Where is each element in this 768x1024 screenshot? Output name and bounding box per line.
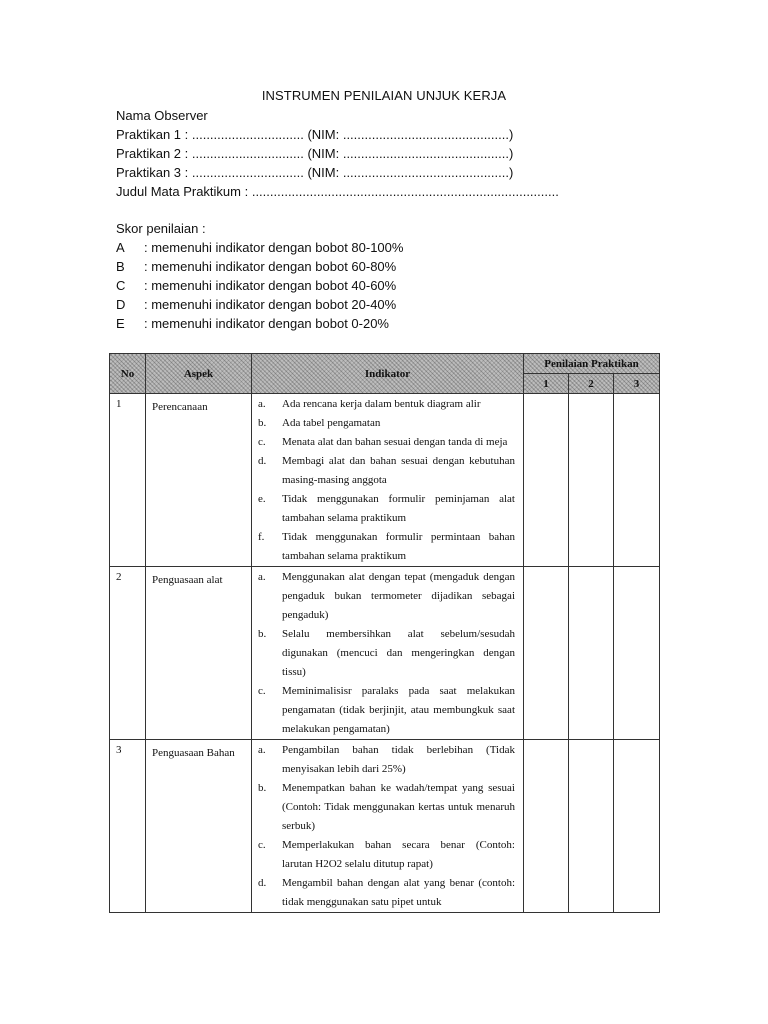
indicator-letter: a. <box>258 571 266 583</box>
indicator-text: Tidak menggunakan formulir permintaan bahan tambahan selama praktikum <box>282 531 515 562</box>
indicator-item <box>252 874 515 912</box>
score-desc: : memenuhi indikator dengan bobot 20-40% <box>144 297 397 312</box>
indicator-letter: b. <box>258 628 267 640</box>
indicator-text: Membagi alat dan bahan sesuai dengan kebutuhan masing-masing anggota <box>282 455 515 486</box>
indicator-letter: e. <box>258 493 266 505</box>
indicator-letter: a. <box>258 744 266 756</box>
score-row-c <box>116 278 396 293</box>
score-letter: A <box>116 240 125 255</box>
score-letter: B <box>116 259 125 274</box>
score-desc: : memenuhi indikator dengan bobot 0-20% <box>144 316 389 331</box>
praktikan-2-line: Praktikan 2 : ............................... (NIM: ..............................................) <box>116 146 514 161</box>
score-cell-praktikan-2[interactable] <box>569 740 614 913</box>
score-row-a <box>116 240 403 255</box>
header-praktikan-2: 2 <box>569 374 614 394</box>
indicator-text: Ada tabel pengamatan <box>282 417 381 429</box>
score-letter: C <box>116 278 126 293</box>
indicator-text: Meminimalisisr paralaks pada saat melakukan pengamatan (tidak berjinjit, atau membungkuk saat melakukan pengamatan) <box>282 685 515 735</box>
indicator-text: Pengambilan bahan tidak berlebihan (Tidak menyisakan lebih dari 25%) <box>282 744 515 775</box>
score-letter: D <box>116 297 126 312</box>
header-no: No <box>110 354 146 394</box>
score-desc: : memenuhi indikator dengan bobot 80-100% <box>144 240 404 255</box>
indicator-item <box>252 568 515 625</box>
indicator-text: Menempatkan bahan ke wadah/tempat yang sesuai (Contoh: Tidak menggunakan kertas untuk menaruh serbuk) <box>282 782 515 832</box>
table-row <box>110 394 660 567</box>
observer-name-line: Nama Observer <box>116 108 208 123</box>
praktikan-3-line: Praktikan 3 : ............................... (NIM: ..............................................) <box>116 165 514 180</box>
indicator-item <box>252 682 515 739</box>
header-aspek: Aspek <box>146 354 252 394</box>
indicator-letter: d. <box>258 455 267 467</box>
indicator-text: Memperlakukan bahan secara benar (Contoh: larutan H2O2 selalu ditutup rapat) <box>282 839 515 870</box>
indicator-item <box>252 741 515 779</box>
indicator-item <box>252 528 515 566</box>
table-row <box>110 740 660 913</box>
row-aspek: Perencanaan <box>146 394 252 567</box>
document-title: INSTRUMEN PENILAIAN UNJUK KERJA <box>261 88 507 103</box>
score-desc: : memenuhi indikator dengan bobot 60-80% <box>144 259 397 274</box>
score-cell-praktikan-3[interactable] <box>614 740 660 913</box>
score-cell-praktikan-3[interactable] <box>614 567 660 740</box>
indicator-letter: f. <box>258 531 265 543</box>
indicator-text: Mengambil bahan dengan alat yang benar (contoh: tidak menggunakan satu pipet untuk <box>282 877 515 908</box>
indicator-item <box>252 395 515 414</box>
score-cell-praktikan-1[interactable] <box>524 740 569 913</box>
indicator-letter: c. <box>258 839 266 851</box>
indicator-letter: a. <box>258 398 266 410</box>
score-letter: E <box>116 316 125 331</box>
score-row-e <box>116 316 389 331</box>
indicator-text: Selalu membersihkan alat sebelum/sesudah digunakan (mencuci dan mengeringkan dengan tissu) <box>282 628 515 678</box>
assessment-table <box>109 353 660 913</box>
indicator-item <box>252 414 515 433</box>
score-desc: : memenuhi indikator dengan bobot 40-60% <box>144 278 397 293</box>
table-row <box>110 567 660 740</box>
row-no: 1 <box>110 394 146 567</box>
score-label: Skor penilaian : <box>116 221 206 236</box>
score-row-d <box>116 297 396 312</box>
indicator-text: Menggunakan alat dengan tepat (mengaduk dengan pengaduk bukan termometer dijadikan sebagai pengaduk) <box>282 571 515 621</box>
indicator-item <box>252 433 515 452</box>
row-indikator <box>252 567 524 740</box>
course-title-line: Judul Mata Praktikum : ..................................................................................... <box>116 184 559 199</box>
header-indikator: Indikator <box>252 354 524 394</box>
indicator-letter: b. <box>258 782 267 794</box>
row-indikator <box>252 740 524 913</box>
score-cell-praktikan-3[interactable] <box>614 394 660 567</box>
indicator-text: Tidak menggunakan formulir peminjaman alat tambahan selama praktikum <box>282 493 515 524</box>
indicator-item <box>252 625 515 682</box>
score-row-b <box>116 259 396 274</box>
header-penilaian: Penilaian Praktikan <box>524 354 660 374</box>
indicator-letter: b. <box>258 417 267 429</box>
header-praktikan-3: 3 <box>614 374 660 394</box>
header-praktikan-1: 1 <box>524 374 569 394</box>
indicator-text: Menata alat dan bahan sesuai dengan tanda di meja <box>282 436 508 448</box>
indicator-text: Ada rencana kerja dalam bentuk diagram alir <box>282 398 481 410</box>
score-cell-praktikan-1[interactable] <box>524 394 569 567</box>
indicator-item <box>252 452 515 490</box>
row-aspek: Penguasaan alat <box>146 567 252 740</box>
indicator-letter: c. <box>258 436 266 448</box>
table-header-row <box>110 354 660 374</box>
indicator-letter: d. <box>258 877 267 889</box>
score-cell-praktikan-2[interactable] <box>569 394 614 567</box>
row-indikator <box>252 394 524 567</box>
score-cell-praktikan-1[interactable] <box>524 567 569 740</box>
row-no: 3 <box>110 740 146 913</box>
row-no: 2 <box>110 567 146 740</box>
score-cell-praktikan-2[interactable] <box>569 567 614 740</box>
indicator-item <box>252 779 515 836</box>
indicator-item <box>252 836 515 874</box>
row-aspek: Penguasaan Bahan <box>146 740 252 913</box>
indicator-item <box>252 490 515 528</box>
indicator-letter: c. <box>258 685 266 697</box>
praktikan-1-line: Praktikan 1 : ............................... (NIM: ..............................................) <box>116 127 514 142</box>
